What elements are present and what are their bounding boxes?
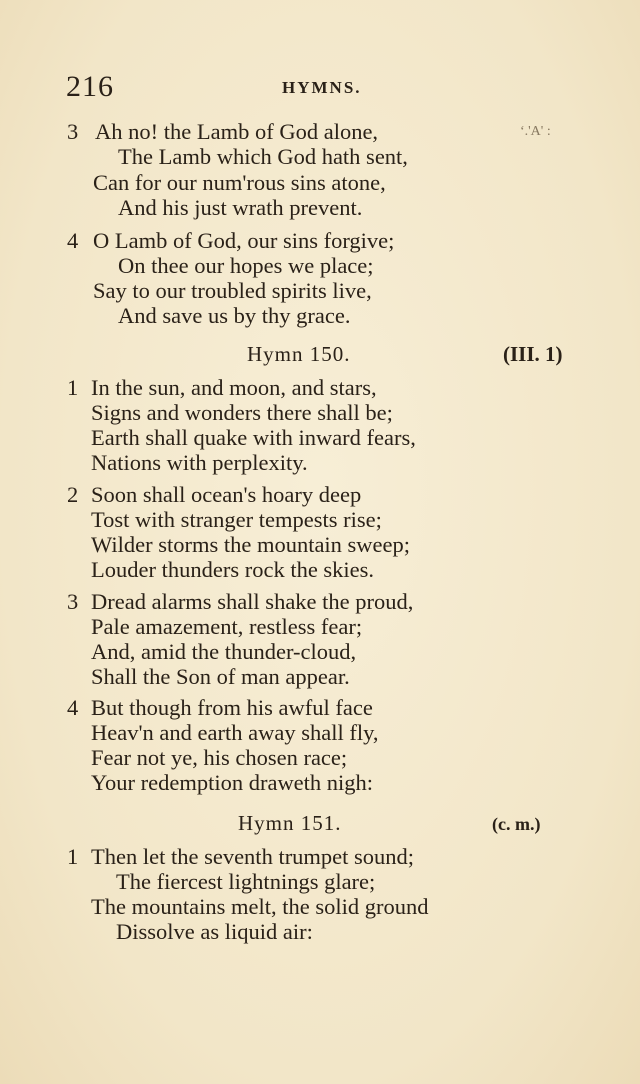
verse-line: The mountains melt, the solid ground: [91, 894, 429, 919]
running-head: HYMNS.: [282, 78, 362, 97]
verse-line: O Lamb of God, our sins forgive;: [93, 228, 395, 253]
verse-line: Soon shall ocean's hoary deep: [91, 482, 362, 507]
verse-line: The Lamb which God hath sent,: [118, 144, 408, 169]
hymn-title: Hymn 151.: [238, 811, 342, 835]
verse-line: And his just wrath prevent.: [118, 195, 363, 220]
verse-line: Ah no! the Lamb of God alone,: [95, 119, 379, 144]
hymn-meter: (c. m.): [492, 814, 541, 834]
verse-line: Tost with stranger tempests rise;: [91, 507, 382, 532]
verse-line: Heav'n and earth away shall fly,: [91, 720, 379, 745]
verse-line: And, amid the thunder-cloud,: [91, 639, 357, 664]
verse-line: Nations with perplexity.: [91, 450, 308, 475]
stanza-number: 1: [67, 844, 79, 869]
stanza-number: 3: [67, 119, 79, 144]
verse-line: Can for our num'rous sins atone,: [93, 170, 386, 195]
hymn-title: Hymn 150.: [247, 342, 351, 366]
verse-line: Wilder storms the mountain sweep;: [91, 532, 411, 557]
verse-line: And save us by thy grace.: [118, 303, 351, 328]
stanza-number: 4: [67, 695, 79, 720]
stanza-number: 2: [67, 482, 79, 507]
verse-line: On thee our hopes we place;: [118, 253, 374, 278]
bleed-through-mark: ‘.'A' :: [520, 124, 551, 139]
stanza-number: 3: [67, 589, 79, 614]
verse-line: Earth shall quake with inward fears,: [91, 425, 416, 450]
verse-line: Signs and wonders there shall be;: [91, 400, 393, 425]
verse-line: Then let the seventh trumpet sound;: [91, 844, 415, 869]
stanza-number: 1: [67, 375, 79, 400]
verse-line: But though from his awful face: [91, 695, 373, 720]
verse-line: Say to our troubled spirits live,: [93, 278, 372, 303]
verse-line: Your redemption draweth nigh:: [91, 770, 374, 795]
verse-line: The fiercest lightnings glare;: [116, 869, 376, 894]
hymn-meter: (III. 1): [503, 342, 563, 366]
verse-line: Louder thunders rock the skies.: [91, 557, 375, 582]
verse-line: Shall the Son of man appear.: [91, 664, 350, 689]
verse-line: Fear not ye, his chosen race;: [91, 745, 348, 770]
stanza-number: 4: [67, 228, 79, 253]
verse-line: Dread alarms shall shake the proud,: [91, 589, 414, 614]
page-number: 216: [66, 70, 114, 103]
verse-line: Pale amazement, restless fear;: [91, 614, 363, 639]
verse-line: In the sun, and moon, and stars,: [91, 375, 377, 400]
verse-line: Dissolve as liquid air:: [116, 919, 313, 944]
